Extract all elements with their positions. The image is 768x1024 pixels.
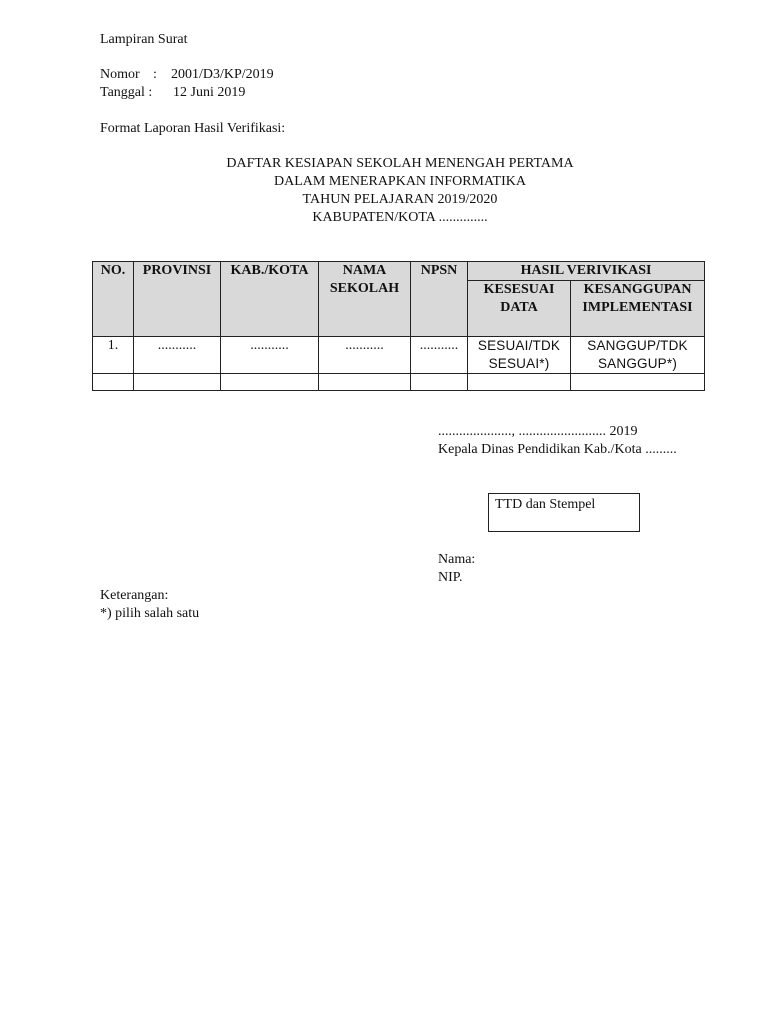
- title-line-2: DALAM MENERAPKAN INFORMATIKA: [273, 174, 526, 189]
- cell-npsn: ...........: [411, 337, 468, 374]
- header-kesesuaian-data: KESESUAI DATA: [468, 281, 571, 337]
- ttd-label: TTD dan Stempel: [495, 497, 596, 512]
- cell-sanggup: SANGGUP/TDK SANGGUP*): [571, 337, 705, 374]
- table-row: [93, 337, 705, 374]
- header-no: NO.: [93, 262, 134, 337]
- signature-nip: NIP.: [438, 570, 463, 585]
- signature-nama: Nama:: [438, 552, 476, 567]
- verification-table: [92, 261, 705, 391]
- header-hasil-verifikasi: HASIL VERIVIKASI: [468, 262, 705, 281]
- tanggal-label: Tanggal :: [100, 85, 153, 100]
- title-line-3: TAHUN PELAJARAN 2019/2020: [302, 192, 498, 207]
- title-line-4: KABUPATEN/KOTA ..............: [312, 210, 488, 225]
- header-nama-sekolah: NAMA SEKOLAH: [319, 262, 411, 337]
- keterangan-label: Keterangan:: [100, 588, 169, 603]
- keterangan-note: *) pilih salah satu: [100, 606, 200, 621]
- format-heading: Format Laporan Hasil Verifikasi:: [100, 121, 286, 136]
- cell-sesuai: SESUAI/TDK SESUAI*): [468, 337, 571, 374]
- signature-official: Kepala Dinas Pendidikan Kab./Kota .........: [438, 442, 677, 457]
- tanggal-value: 12 Juni 2019: [173, 85, 246, 100]
- nomor-label: Nomor: [100, 67, 140, 82]
- table-row-empty: [93, 374, 705, 391]
- nomor-value: 2001/D3/KP/2019: [171, 67, 274, 82]
- ttd-stamp-box: [488, 493, 640, 532]
- header-npsn: NPSN: [411, 262, 468, 337]
- cell-provinsi: ...........: [134, 337, 221, 374]
- cell-kabkota: ...........: [221, 337, 319, 374]
- cell-nama: ...........: [319, 337, 411, 374]
- header-kesanggupan-implementasi: KESANGGUPAN IMPLEMENTASI: [571, 281, 705, 337]
- signature-date: ....................., ......................... 2019: [438, 424, 638, 439]
- header-provinsi: PROVINSI: [134, 262, 221, 337]
- header-kabkota: KAB./KOTA: [221, 262, 319, 337]
- cell-no: 1.: [93, 337, 134, 374]
- nomor-separator: :: [153, 67, 157, 82]
- title-line-1: DAFTAR KESIAPAN SEKOLAH MENENGAH PERTAMA: [226, 156, 574, 171]
- lampiran-label: Lampiran Surat: [100, 32, 188, 47]
